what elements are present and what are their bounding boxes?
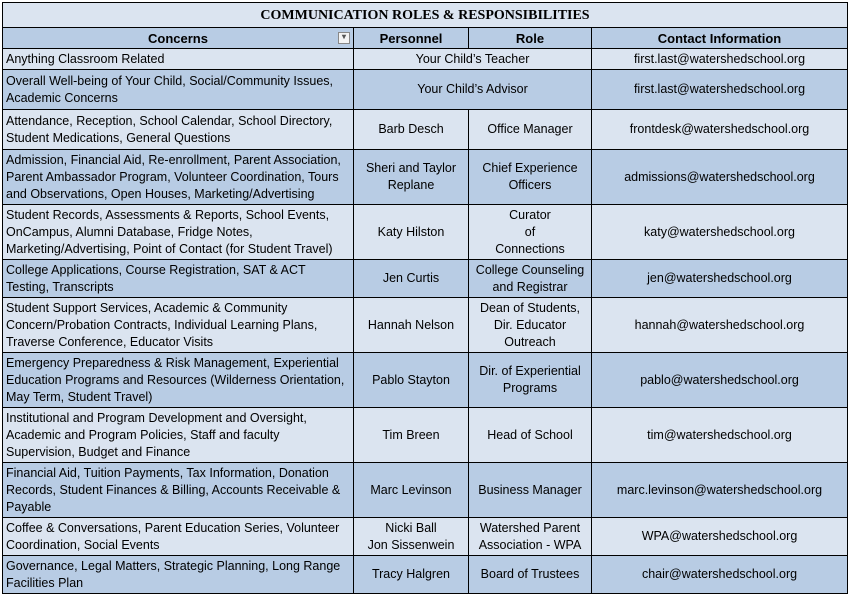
personnel-cell[interactable]: Pablo Stayton [354, 353, 469, 408]
role-cell[interactable]: Dean of Students, Dir. Educator Outreach [469, 298, 592, 353]
table-row [3, 110, 848, 150]
table-row [3, 463, 848, 518]
concerns-cell[interactable]: Institutional and Program Development and Oversight, Academic and Program Policies, Staff and faculty Supervision, Budget and Finance [3, 408, 354, 463]
personnel-cell[interactable]: Tracy Halgren [354, 556, 469, 594]
personnel-role-cell[interactable]: Your Child’s Advisor [354, 70, 592, 110]
concerns-cell[interactable]: Governance, Legal Matters, Strategic Planning, Long Range Facilities Plan [3, 556, 354, 594]
roles-table [2, 2, 848, 594]
table-row [3, 408, 848, 463]
concerns-cell[interactable]: Overall Well-being of Your Child, Social/Community Issues, Academic Concerns [3, 70, 354, 110]
concerns-cell[interactable]: Admission, Financial Aid, Re-enrollment, Parent Association, Parent Ambassador Program, Volunteer Coordination, Tours and Observations, Open Houses, Marketing/Advertising [3, 150, 354, 205]
personnel-cell[interactable]: Barb Desch [354, 110, 469, 150]
contact-cell[interactable]: marc.levinson@watershedschool.org [592, 463, 848, 518]
personnel-role-cell[interactable]: Your Child’s Teacher [354, 49, 592, 70]
contact-cell[interactable]: WPA@watershedschool.org [592, 518, 848, 556]
role-cell[interactable]: Watershed Parent Association - WPA [469, 518, 592, 556]
personnel-cell[interactable]: Nicki Ball Jon Sissenwein [354, 518, 469, 556]
role-cell[interactable]: Office Manager [469, 110, 592, 150]
personnel-cell[interactable]: Katy Hilston [354, 205, 469, 260]
table-row [3, 150, 848, 205]
contact-cell[interactable]: tim@watershedschool.org [592, 408, 848, 463]
table-row [3, 353, 848, 408]
header-role[interactable]: Role [469, 28, 592, 49]
table-row [3, 70, 848, 110]
roles-sheet [2, 2, 847, 594]
role-cell[interactable]: Head of School [469, 408, 592, 463]
title-row [3, 3, 848, 28]
concerns-cell[interactable]: Emergency Preparedness & Risk Management, Experiential Education Programs and Resources (Wilderness Orientation, May Term, Student Travel) [3, 353, 354, 408]
concerns-cell[interactable]: Attendance, Reception, School Calendar, School Directory, Student Medications, General Questions [3, 110, 354, 150]
contact-cell[interactable]: hannah@watershedschool.org [592, 298, 848, 353]
personnel-cell[interactable]: Jen Curtis [354, 260, 469, 298]
header-concerns-label: Concerns [148, 30, 208, 46]
contact-cell[interactable]: jen@watershedschool.org [592, 260, 848, 298]
contact-cell[interactable]: admissions@watershedschool.org [592, 150, 848, 205]
personnel-cell[interactable]: Marc Levinson [354, 463, 469, 518]
contact-cell[interactable]: first.last@watershedschool.org [592, 49, 848, 70]
header-contact[interactable]: Contact Information [592, 28, 848, 49]
filter-dropdown-icon[interactable]: ▾ [338, 32, 350, 44]
contact-cell[interactable]: katy@watershedschool.org [592, 205, 848, 260]
concerns-cell[interactable]: Student Support Services, Academic & Community Concern/Probation Contracts, Individual Learning Plans, Traverse Conference, Educator Visits [3, 298, 354, 353]
table-row [3, 556, 848, 594]
role-cell[interactable]: Business Manager [469, 463, 592, 518]
contact-cell[interactable]: frontdesk@watershedschool.org [592, 110, 848, 150]
contact-cell[interactable]: first.last@watershedschool.org [592, 70, 848, 110]
table-row [3, 298, 848, 353]
role-cell[interactable]: Chief Experience Officers [469, 150, 592, 205]
concerns-cell[interactable]: Coffee & Conversations, Parent Education Series, Volunteer Coordination, Social Events [3, 518, 354, 556]
table-row [3, 49, 848, 70]
role-cell[interactable]: College Counseling and Registrar [469, 260, 592, 298]
personnel-cell[interactable]: Sheri and Taylor Replane [354, 150, 469, 205]
concerns-cell[interactable]: Student Records, Assessments & Reports, School Events, OnCampus, Alumni Database, Fridge Notes, Marketing/Advertising, Point of Contact (for Student Travel) [3, 205, 354, 260]
concerns-cell[interactable]: Financial Aid, Tuition Payments, Tax Information, Donation Records, Student Finances & Billing, Accounts Receivable & Payable [3, 463, 354, 518]
table-row [3, 518, 848, 556]
table-row [3, 260, 848, 298]
role-cell[interactable]: Curator of Connections [469, 205, 592, 260]
role-cell[interactable]: Dir. of Experiential Programs [469, 353, 592, 408]
contact-cell[interactable]: chair@watershedschool.org [592, 556, 848, 594]
table-title: COMMUNICATION ROLES & RESPONSIBILITIES [3, 3, 848, 28]
header-personnel[interactable]: Personnel [354, 28, 469, 49]
concerns-cell[interactable]: College Applications, Course Registration, SAT & ACT Testing, Transcripts [3, 260, 354, 298]
role-cell[interactable]: Board of Trustees [469, 556, 592, 594]
personnel-cell[interactable]: Tim Breen [354, 408, 469, 463]
concerns-cell[interactable]: Anything Classroom Related [3, 49, 354, 70]
contact-cell[interactable]: pablo@watershedschool.org [592, 353, 848, 408]
table-row [3, 205, 848, 260]
header-row [3, 28, 848, 49]
header-concerns[interactable] [3, 28, 354, 49]
personnel-cell[interactable]: Hannah Nelson [354, 298, 469, 353]
